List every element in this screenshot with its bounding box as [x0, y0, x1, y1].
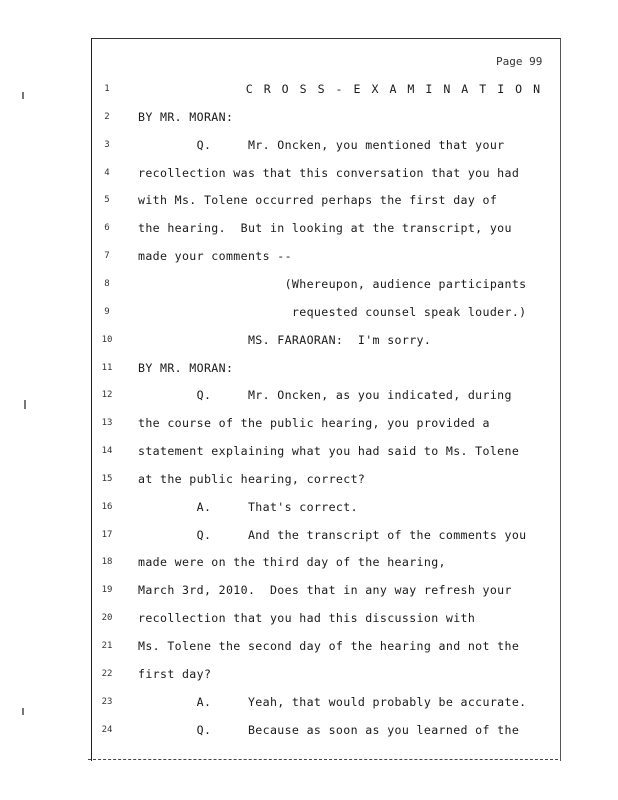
line-number: 10 — [101, 334, 113, 345]
line-number: 6 — [104, 223, 110, 234]
transcript-line: MS. FARAORAN: I'm sorry. — [138, 332, 432, 347]
transcript-line: Q. Mr. Oncken, as you indicated, during — [138, 388, 512, 403]
transcript-line: the hearing. But in looking at the transcript, you — [138, 221, 512, 236]
scan-speck — [22, 708, 24, 715]
line-number: 5 — [104, 195, 110, 206]
line-number: 20 — [101, 613, 113, 624]
line-number: 7 — [104, 251, 110, 262]
line-number: 18 — [101, 557, 113, 568]
transcript-line: March 3rd, 2010. Does that in any way refresh your — [138, 583, 512, 598]
transcript-line: requested counsel speak louder.) — [138, 304, 527, 319]
transcript-line: Q. Mr. Oncken, you mentioned that your — [138, 137, 505, 152]
page-bottom-rule — [88, 759, 558, 760]
transcript-line: BY MR. MORAN: — [138, 109, 234, 124]
transcript-line: made your comments -- — [138, 249, 292, 264]
transcript-line: Q. Because as soon as you learned of the — [138, 722, 520, 737]
transcript-line: (Whereupon, audience participants — [138, 276, 527, 291]
transcript-line: at the public hearing, correct? — [138, 471, 366, 486]
transcript-line: Q. And the transcript of the comments you — [138, 527, 527, 542]
line-number: 3 — [104, 139, 110, 150]
scan-speck — [24, 400, 26, 409]
transcript-line: the course of the public hearing, you provided a — [138, 416, 490, 431]
line-number: 11 — [101, 362, 113, 373]
transcript-line: first day? — [138, 666, 212, 681]
line-number: 19 — [101, 585, 113, 596]
transcript-line: A. Yeah, that would probably be accurate. — [138, 694, 527, 709]
line-number: 15 — [101, 473, 113, 484]
line-number: 8 — [104, 278, 110, 289]
transcript-line: with Ms. Tolene occurred perhaps the first day of — [138, 193, 498, 208]
line-number: 9 — [104, 306, 110, 317]
scan-speck — [22, 92, 24, 99]
line-number: 22 — [101, 668, 113, 679]
line-number: 16 — [101, 501, 113, 512]
line-number: 1 — [104, 84, 110, 94]
line-number: 12 — [101, 390, 113, 401]
line-number: 21 — [101, 641, 113, 651]
line-number: 23 — [101, 696, 113, 707]
line-number: 2 — [104, 111, 110, 122]
transcript-line: statement explaining what you had said to Ms. Tolene — [138, 444, 520, 459]
transcript-line: recollection that you had this discussion with — [138, 611, 476, 626]
line-number: 17 — [101, 529, 113, 540]
transcript-line: Ms. Tolene the second day of the hearing and not the — [138, 639, 520, 653]
line-number: 4 — [104, 167, 110, 178]
line-number: 24 — [101, 724, 113, 735]
transcript-line: BY MR. MORAN: — [138, 360, 234, 375]
transcript-line: recollection was that this conversation that you had — [138, 165, 520, 180]
section-heading: C R O S S - E X A M I N A T I O N — [138, 82, 543, 96]
transcript-line: made were on the third day of the hearing, — [138, 555, 446, 570]
transcript-line: A. That's correct. — [138, 499, 358, 514]
line-number: 13 — [101, 418, 113, 429]
page-number: Page 99 — [496, 55, 543, 68]
line-number: 14 — [101, 446, 113, 457]
